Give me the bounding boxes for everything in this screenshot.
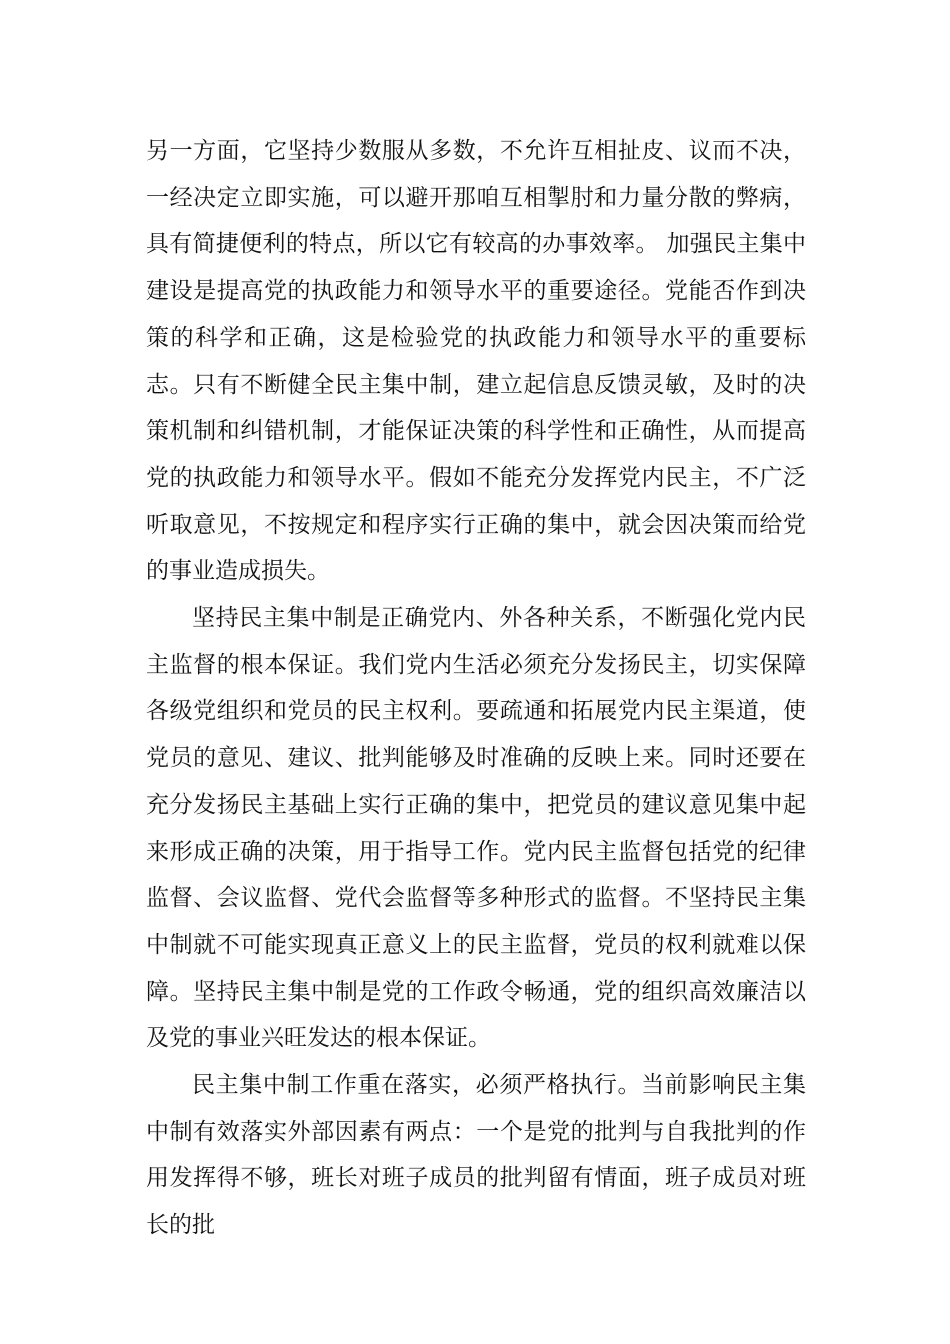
paragraph-1: 另一方面，它坚持少数服从多数，不允许互相扯皮、议而不决，一经决定立即实施，可以避开那咱互相掣肘和力量分散的弊病，具有简捷便利的特点，所以它有较高的办事效率。 加强民主集中建设是提高党的执政能力和领导水平的重要途径。党能否作到决策的科学和正确，这是检验党的执政能力和领导水平的重要标志。只有不断健全民主集中制，建立起信息反馈灵敏，及时的决策机制和纠错机制，才能保证决策的科学性和正确性，从而提高党的执政能力和领导水平。假如不能充分发挥党内民主，不广泛听取意见，不按规定和程序实行正确的集中，就会因决策而给党的事业造成损失。: [146, 138, 806, 585]
paragraph-2: 坚持民主集中制是正确党内、外各种关系，不断强化党内民主监督的根本保证。我们党内生活必须充分发扬民主，切实保障各级党组织和党员的民主权利。要疏通和拓展党内民主渠道，使党员的意见、建议、批判能够及时准确的反映上来。同时还要在充分发扬民主基础上实行正确的集中，把党员的建议意见集中起来形成正确的决策，用于指导工作。党内民主监督包括党的纪律监督、会议监督、党代会监督等多种形式的监督。不坚持民主集中制就不可能实现真正意义上的民主监督，党员的权利就难以保障。坚持民主集中制是党的工作政令畅通，党的组织高效廉洁以及党的事业兴旺发达的根本保证。: [146, 605, 806, 1052]
paragraph-3: 民主集中制工作重在落实，必须严格执行。当前影响民主集中制有效落实外部因素有两点：一个是党的批判与自我批判的作用发挥得不够，班长对班子成员的批判留有情面，班子成员对班长的批: [146, 1072, 806, 1239]
document-body: [146, 128, 806, 1249]
